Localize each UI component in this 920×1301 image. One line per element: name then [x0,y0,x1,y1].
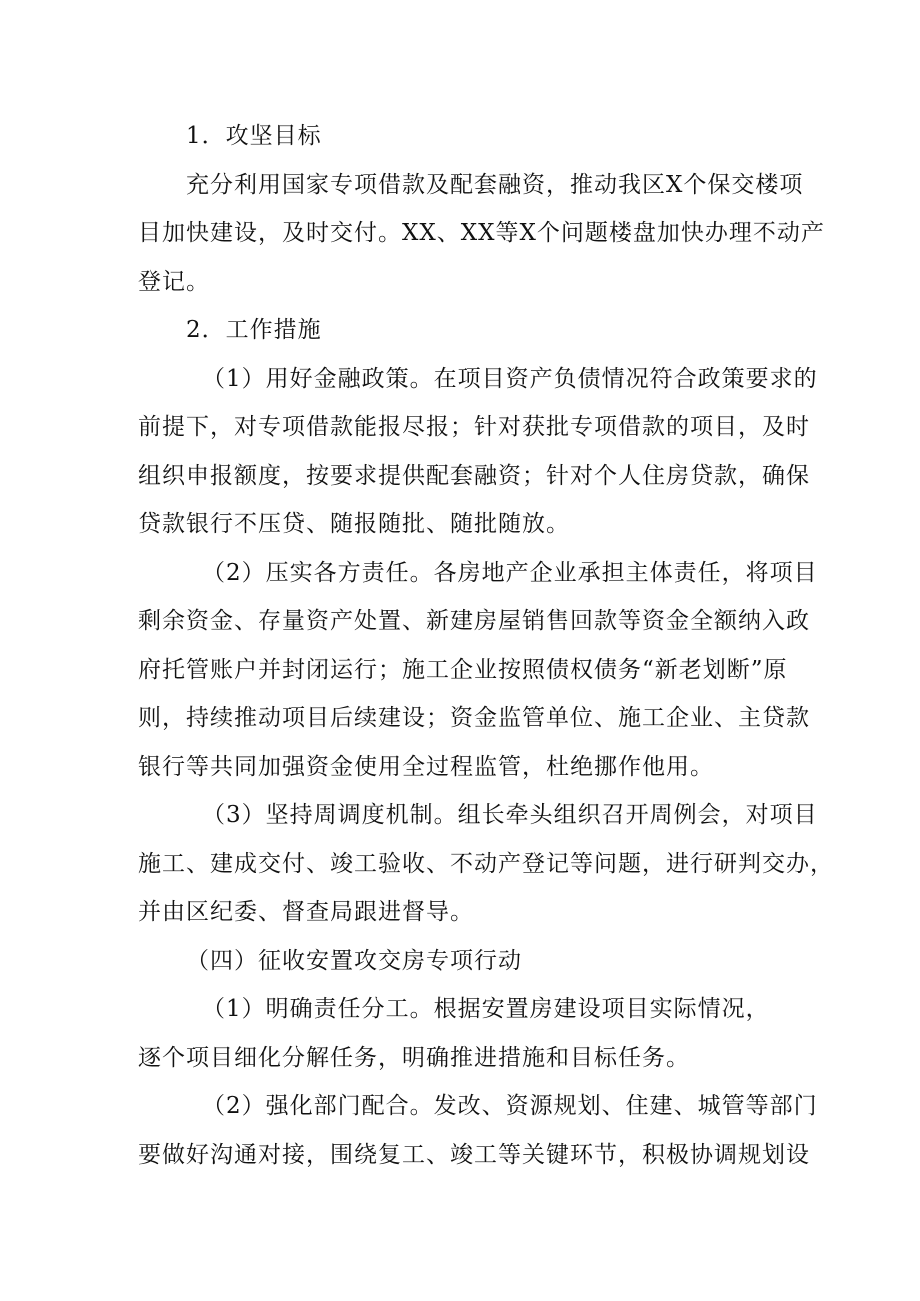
text-line: 逐个项目细化分解任务，明确推进措施和目标任务。 [138,1044,690,1071]
text-line: 银行等共同加强资金使用全过程监管，杜绝挪作他用。 [138,753,714,780]
text-line: 并由区纪委、督查局跟进督导。 [138,899,474,925]
text-line: 则，持续推动项目后续建设；资金监管单位、施工企业、主贷款 [138,705,810,731]
text-line: （1）用好金融政策。在项目资产负债情况符合政策要求的 [202,365,818,392]
text-line: 目加快建设，及时交付。XX、XX等X个问题楼盘加快办理不动产 [138,220,825,246]
text-line: （3）坚持周调度机制。组长牵头组织召开周例会，对项目 [202,802,818,828]
text-line: （2）强化部门配合。发改、资源规划、住建、城管等部门 [202,1093,818,1119]
text-line: 前提下，对专项借款能报尽报；针对获批专项借款的项目，及时 [138,414,810,440]
text-line: （1）明确责任分工。根据安置房建设项目实际情况， [202,996,770,1022]
text-line: 组织申报额度，按要求提供配套融资；针对个人住房贷款，确保 [138,462,810,489]
text-line: （四）征收安置攻交房专项行动 [186,947,522,974]
text-line: 2．工作措施 [186,317,322,343]
text-line: 要做好沟通对接，围绕复工、竣工等关键环节，积极协调规划设 [138,1141,810,1168]
text-line: 府托管账户并封闭运行；施工企业按照债权债务“新老划断”原 [138,656,788,683]
text-line: 登记。 [138,268,210,295]
text-line: （2）压实各方责任。各房地产企业承担主体责任，将项目 [202,559,818,586]
text-line: 1．攻坚目标 [186,123,322,149]
text-line: 施工、建成交付、竣工验收、不动产登记等问题，进行研判交办， [138,850,834,877]
text-line: 剩余资金、存量资产处置、新建房屋销售回款等资金全额纳入政 [138,608,810,634]
document-body [138,112,834,1179]
text-line: 充分利用国家专项借款及配套融资，推动我区X个保交楼项 [186,171,804,198]
text-line: 贷款银行不压贷、随报随批、随批随放。 [138,511,570,537]
